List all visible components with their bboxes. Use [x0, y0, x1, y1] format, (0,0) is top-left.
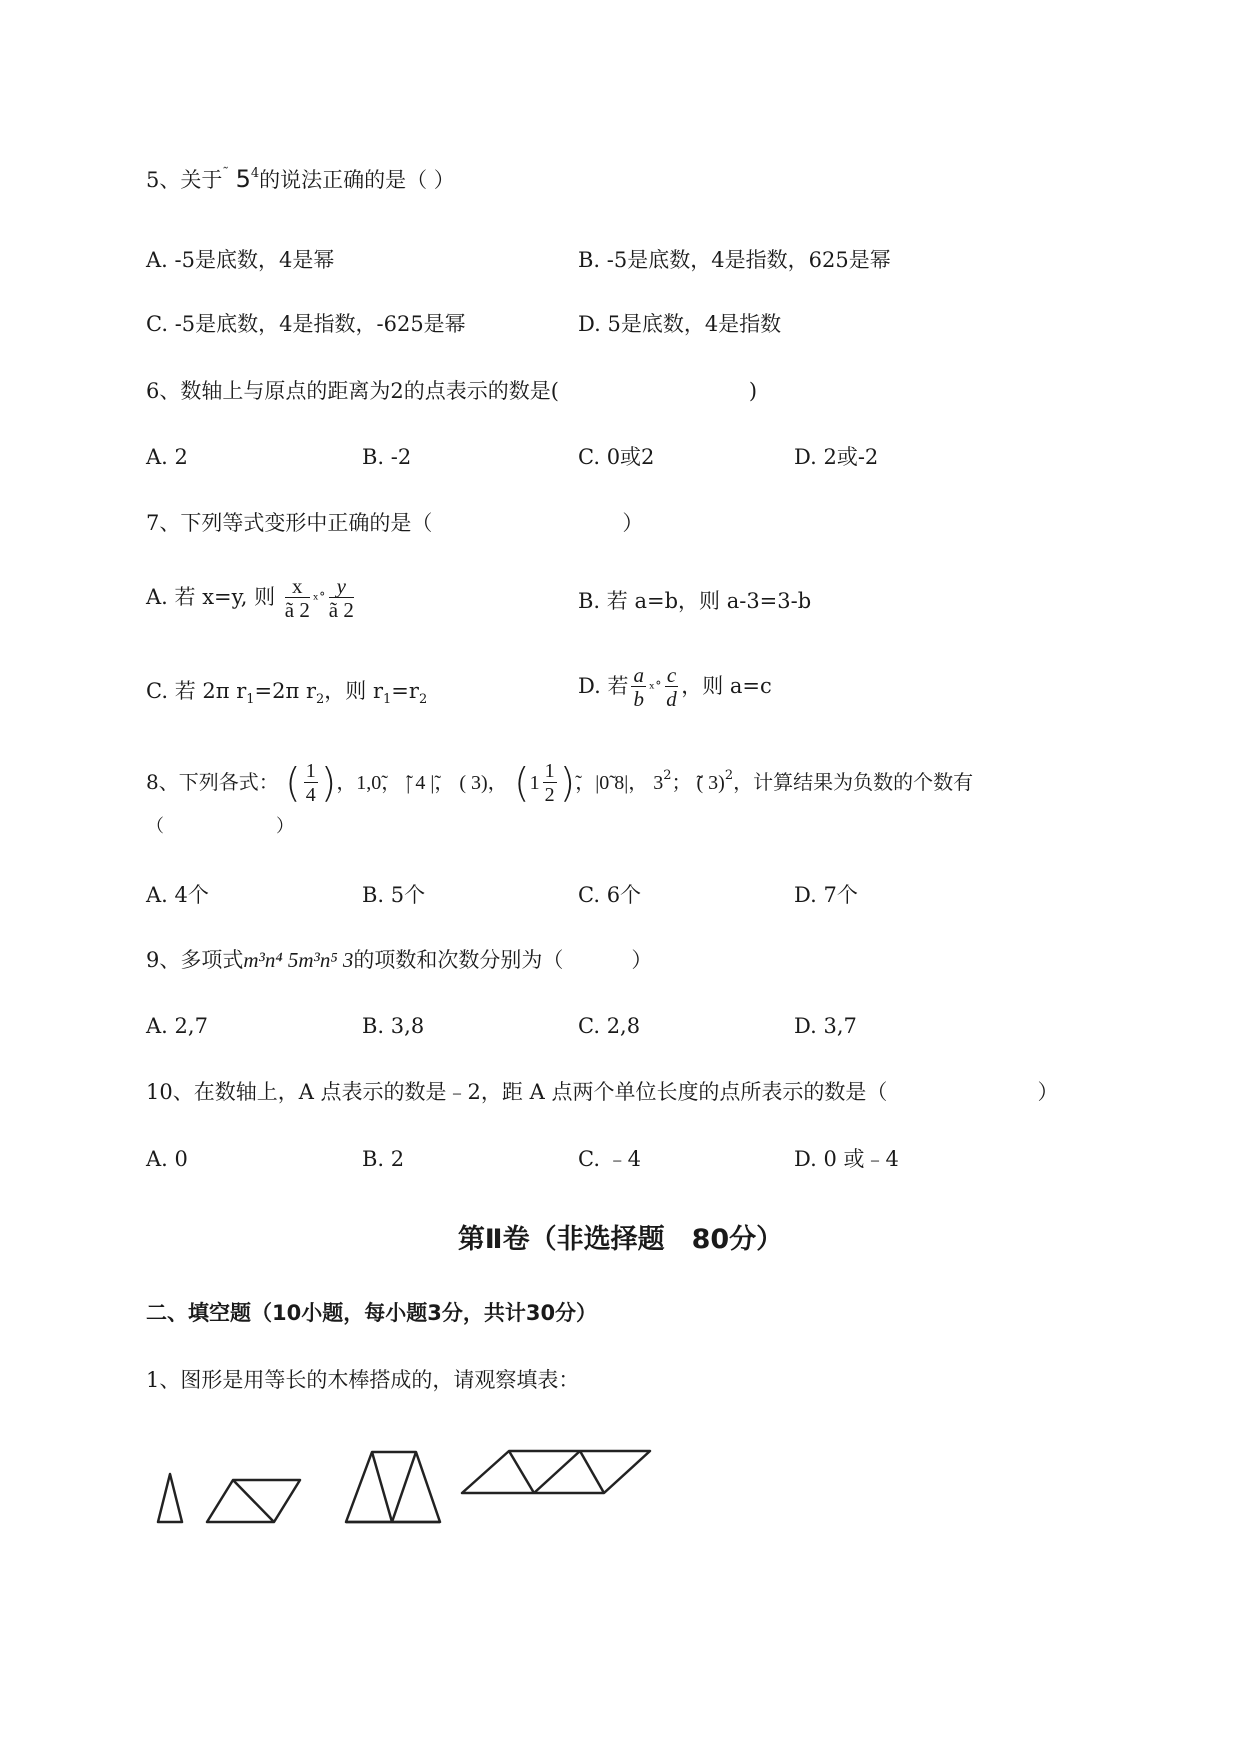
option-text: 5个 — [390, 883, 426, 907]
q8-option-d[interactable] — [794, 881, 858, 909]
option-text: 0 或﹣4 — [823, 1147, 899, 1171]
q5-option-d[interactable] — [578, 310, 781, 338]
q9-option-d[interactable] — [794, 1012, 857, 1040]
fraction — [329, 575, 354, 622]
section-subtitle: 二、填空题（10小题，每小题3分，共计30分） — [146, 1301, 598, 1325]
option-text: 6个 — [606, 883, 642, 907]
q8-expression: ̃，|0̃ 8|， 3 — [575, 772, 664, 794]
superscript: 2 — [663, 768, 672, 783]
q5-option-c[interactable] — [146, 310, 466, 338]
q9-option-b[interactable] — [362, 1012, 424, 1040]
q10-text: 10、在数轴上，A 点表示的数是﹣2，距 A 点两个单位长度的点所表示的数是（ — [146, 1080, 888, 1104]
option-label: D. — [578, 674, 601, 698]
option-label: B. — [362, 445, 385, 469]
q9-polynomial: m³n⁴ 5m³n⁵ 3 — [243, 948, 354, 972]
q8-text: 8、下列各式： — [146, 770, 279, 794]
q7-option-c[interactable] — [146, 677, 427, 709]
q9-suffix: 的项数和次数分别为（ — [353, 948, 564, 972]
fraction-denominator: ã 2 — [284, 598, 310, 622]
q6-stem — [146, 377, 757, 405]
q9-stem — [146, 946, 652, 974]
option-text: 2,7 — [174, 1014, 208, 1038]
option-text: -5是底数，4是幂 — [174, 248, 335, 272]
q6-option-d[interactable] — [794, 443, 878, 471]
option-text: ，则 a=c — [681, 674, 772, 698]
option-label: C. — [146, 679, 168, 703]
option-label: B. — [362, 1147, 385, 1171]
fraction-denominator: d — [666, 687, 677, 711]
operator-glyph: ˣ˚ — [648, 681, 662, 697]
option-text: 3,7 — [823, 1014, 857, 1038]
fraction — [304, 760, 318, 807]
option-text: =2π r — [254, 679, 317, 703]
fraction-denominator: 2 — [544, 784, 555, 806]
divider — [392, 1452, 416, 1522]
option-text: -5是底数，4是指数，625是幂 — [606, 248, 891, 272]
option-label: B. — [578, 248, 601, 272]
option-label: A. — [146, 883, 168, 907]
option-label: D. — [578, 312, 601, 336]
option-label: C. — [578, 445, 600, 469]
option-label: C. — [146, 312, 168, 336]
stick-figures — [0, 1420, 1241, 1620]
trapezoid-figure-3 — [346, 1452, 440, 1522]
q9-option-c[interactable] — [578, 1012, 640, 1040]
q6-option-b[interactable] — [362, 443, 411, 471]
option-label: A. — [146, 1014, 168, 1038]
option-label: D. — [794, 1147, 817, 1171]
diagonal — [233, 1480, 274, 1522]
q5-prefix: 5、关于 — [146, 168, 223, 192]
q7-stem — [146, 509, 643, 537]
fraction-numerator: c — [666, 663, 677, 687]
q10-option-d[interactable] — [794, 1145, 899, 1173]
q10-stem — [146, 1078, 1058, 1106]
superscript: 2 — [724, 768, 734, 783]
fraction — [543, 760, 557, 807]
option-text: 若 2π r — [174, 679, 247, 703]
q6-text: 6、数轴上与原点的距离为2的点表示的数是( — [146, 379, 559, 403]
q8-blank — [146, 813, 294, 841]
q6-option-a[interactable] — [146, 443, 188, 471]
divider — [372, 1452, 392, 1522]
q8-option-c[interactable] — [578, 881, 641, 909]
option-text: 2 — [174, 445, 188, 469]
q5-base: 5 — [235, 165, 251, 193]
fraction-numerator: y — [329, 575, 354, 598]
option-text: 2 — [390, 1147, 405, 1171]
option-label: D. — [794, 883, 817, 907]
option-text: ﹣4 — [606, 1147, 642, 1171]
option-text: 7个 — [823, 883, 858, 907]
option-text: ，则 r — [324, 679, 384, 703]
option-label: B. — [362, 883, 385, 907]
paren-close-icon: ) — [559, 760, 576, 807]
q10-option-a[interactable] — [146, 1145, 188, 1173]
q8-expression: ，1,0̃， ̃| 4 |̃， ( 3)， — [336, 772, 508, 794]
option-text: 0或2 — [606, 445, 655, 469]
option-text: 4个 — [174, 883, 209, 907]
option-text: 3,8 — [390, 1014, 425, 1038]
option-label: A. — [146, 585, 168, 609]
divider — [580, 1451, 604, 1493]
fraction — [631, 664, 646, 711]
q8-option-b[interactable] — [362, 881, 425, 909]
subscript: 2 — [418, 692, 428, 707]
divider — [509, 1451, 534, 1493]
operator-glyph: ˣ˚ — [312, 592, 326, 608]
q10-option-b[interactable] — [362, 1145, 404, 1173]
q6-close: ) — [748, 379, 758, 403]
option-label: C. — [578, 1014, 600, 1038]
q5-exp: 4 — [250, 166, 260, 181]
option-label: D. — [794, 445, 817, 469]
option-text: 若 x=y, 则 — [174, 585, 276, 609]
q5-suffix: 的说法正确的是（ ） — [259, 168, 455, 192]
q10-option-c[interactable] — [578, 1145, 641, 1173]
option-label: A. — [146, 445, 168, 469]
q7-close: ） — [622, 511, 644, 535]
paren-open-icon: ( — [285, 760, 301, 807]
fill1-stem: 1、图形是用等长的木棒搭成的，请观察填表： — [146, 1368, 580, 1392]
option-text: 2或-2 — [823, 445, 879, 469]
q5-stem: 5、关于˜ $5^4$的说法正确的是（ ） — [146, 165, 455, 193]
q9-close: ） — [631, 948, 653, 972]
fraction-numerator: x — [285, 575, 310, 598]
divider — [534, 1451, 580, 1493]
option-text: 若 a=b，则 a-3=3-b — [606, 589, 812, 613]
q5-option-b[interactable] — [578, 246, 891, 274]
q8-open: （ — [146, 816, 164, 837]
q7-text: 7、下列等式变形中正确的是（ — [146, 511, 433, 535]
q10-close: ） — [1037, 1080, 1059, 1104]
option-text: =r — [391, 679, 419, 703]
fraction-denominator: b — [633, 687, 644, 711]
paren-close-icon: ) — [320, 760, 337, 807]
q8-suffix: ，计算结果为负数的个数有 — [733, 770, 974, 794]
option-label: D. — [794, 1014, 817, 1038]
option-text: -5是底数，4是指数，-625是幂 — [174, 312, 466, 336]
q8-stem — [146, 760, 973, 807]
triangle-figure-1 — [158, 1474, 182, 1522]
q9-option-a[interactable] — [146, 1012, 208, 1040]
q9-prefix: 9、多项式 — [146, 948, 244, 972]
option-text: 2,8 — [606, 1014, 641, 1038]
option-label: A. — [146, 248, 168, 272]
option-label: B. — [578, 589, 601, 613]
fraction — [285, 575, 310, 622]
fraction-denominator: ã 2 — [328, 598, 354, 622]
option-label: A. — [146, 1147, 168, 1171]
paren-open-icon: ( — [514, 760, 530, 807]
q7-option-d[interactable] — [578, 664, 772, 711]
q8-expression: ； ̃( 3) — [671, 772, 725, 794]
q7-option-a[interactable] — [146, 575, 357, 622]
subscript: 1 — [246, 692, 255, 707]
option-label: C. — [578, 883, 600, 907]
subscript: 2 — [316, 692, 325, 707]
q7-option-b[interactable] — [578, 587, 811, 615]
fraction — [665, 664, 678, 711]
option-label: B. — [362, 1014, 385, 1038]
q8-close: ） — [276, 816, 294, 837]
option-text: 若 — [607, 674, 629, 698]
fraction-denominator: 4 — [305, 784, 316, 806]
option-text: 0 — [174, 1147, 188, 1171]
q8-option-a[interactable] — [146, 881, 209, 909]
fraction-numerator: 1 — [305, 760, 316, 782]
section-title: 第Ⅱ卷（非选择题 80分） — [457, 1224, 784, 1255]
q6-option-c[interactable] — [578, 443, 654, 471]
fraction-numerator: a — [633, 663, 644, 687]
option-label: C. — [578, 1147, 600, 1171]
mixed-whole: 1 — [529, 772, 540, 794]
q5-option-a[interactable] — [146, 246, 334, 274]
option-text: -2 — [390, 445, 412, 469]
subscript: 1 — [383, 692, 392, 707]
option-text: 5是底数，4是指数 — [607, 312, 782, 336]
fraction-numerator: 1 — [544, 760, 555, 782]
